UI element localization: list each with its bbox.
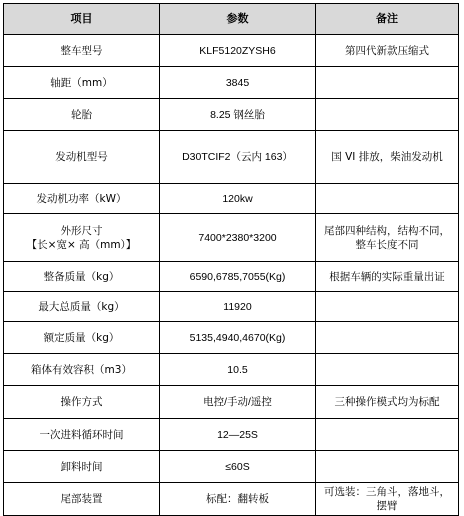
row-note: 三种操作模式均为标配 bbox=[316, 386, 459, 419]
table-row bbox=[4, 184, 459, 214]
row-item: 轮胎 bbox=[4, 99, 160, 131]
row-param: 标配：翻转板 bbox=[160, 483, 316, 516]
row-item bbox=[4, 214, 160, 262]
row-param: 10.5 bbox=[160, 354, 316, 386]
row-note: 可选装：三角斗，落地斗，摆臂 bbox=[316, 483, 459, 516]
row-item: 轴距（mm） bbox=[4, 67, 160, 99]
row-param: 11920 bbox=[160, 292, 316, 322]
header-item: 项目 bbox=[4, 4, 160, 35]
table-row bbox=[4, 292, 459, 322]
table-row bbox=[4, 99, 459, 131]
row-item: 整车型号 bbox=[4, 35, 160, 67]
row-item-line2: 【长×宽× 高（mm）】 bbox=[26, 238, 137, 251]
header-param: 参数 bbox=[160, 4, 316, 35]
header-row bbox=[4, 4, 459, 35]
table-row bbox=[4, 419, 459, 451]
row-param: 3845 bbox=[160, 67, 316, 99]
table-row bbox=[4, 214, 459, 262]
row-note: 根据车辆的实际重量出证 bbox=[316, 262, 459, 292]
row-item: 一次进料循环时间 bbox=[4, 419, 160, 451]
row-param: 120kw bbox=[160, 184, 316, 214]
row-item-line1: 外形尺寸 bbox=[60, 224, 103, 237]
row-note bbox=[316, 99, 459, 131]
table-row bbox=[4, 483, 459, 516]
row-param: 7400*2380*3200 bbox=[160, 214, 316, 262]
row-item: 发动机功率（kW） bbox=[4, 184, 160, 214]
row-note: 尾部四种结构，结构不同，整车长度不同 bbox=[316, 214, 459, 262]
table-row bbox=[4, 322, 459, 354]
table-row bbox=[4, 354, 459, 386]
row-param: 12—25S bbox=[160, 419, 316, 451]
row-item: 操作方式 bbox=[4, 386, 160, 419]
row-note: 第四代新款压缩式 bbox=[316, 35, 459, 67]
row-item: 发动机型号 bbox=[4, 131, 160, 184]
row-note bbox=[316, 184, 459, 214]
row-note bbox=[316, 451, 459, 483]
spec-table bbox=[3, 3, 459, 516]
row-item: 最大总质量（kg） bbox=[4, 292, 160, 322]
row-item: 箱体有效容积（m3） bbox=[4, 354, 160, 386]
header-note: 备注 bbox=[316, 4, 459, 35]
table-row bbox=[4, 451, 459, 483]
row-note bbox=[316, 292, 459, 322]
row-param: 8.25 钢丝胎 bbox=[160, 99, 316, 131]
row-item: 卸料时间 bbox=[4, 451, 160, 483]
row-param: KLF5120ZYSH6 bbox=[160, 35, 316, 67]
row-note bbox=[316, 354, 459, 386]
table-row bbox=[4, 131, 459, 184]
row-param: 5135,4940,4670(Kg) bbox=[160, 322, 316, 354]
row-note bbox=[316, 419, 459, 451]
row-item: 整备质量（kg） bbox=[4, 262, 160, 292]
table-row bbox=[4, 67, 459, 99]
row-item: 额定质量（kg） bbox=[4, 322, 160, 354]
table-row bbox=[4, 386, 459, 419]
row-note: 国 VI 排放，柴油发动机 bbox=[316, 131, 459, 184]
row-param: D30TCIF2（云内 163） bbox=[160, 131, 316, 184]
table-row bbox=[4, 262, 459, 292]
row-note bbox=[316, 322, 459, 354]
row-param: 电控/手动/遥控 bbox=[160, 386, 316, 419]
row-param: 6590,6785,7055(Kg) bbox=[160, 262, 316, 292]
row-item: 尾部装置 bbox=[4, 483, 160, 516]
row-note bbox=[316, 67, 459, 99]
row-param: ≤60S bbox=[160, 451, 316, 483]
table-row bbox=[4, 35, 459, 67]
